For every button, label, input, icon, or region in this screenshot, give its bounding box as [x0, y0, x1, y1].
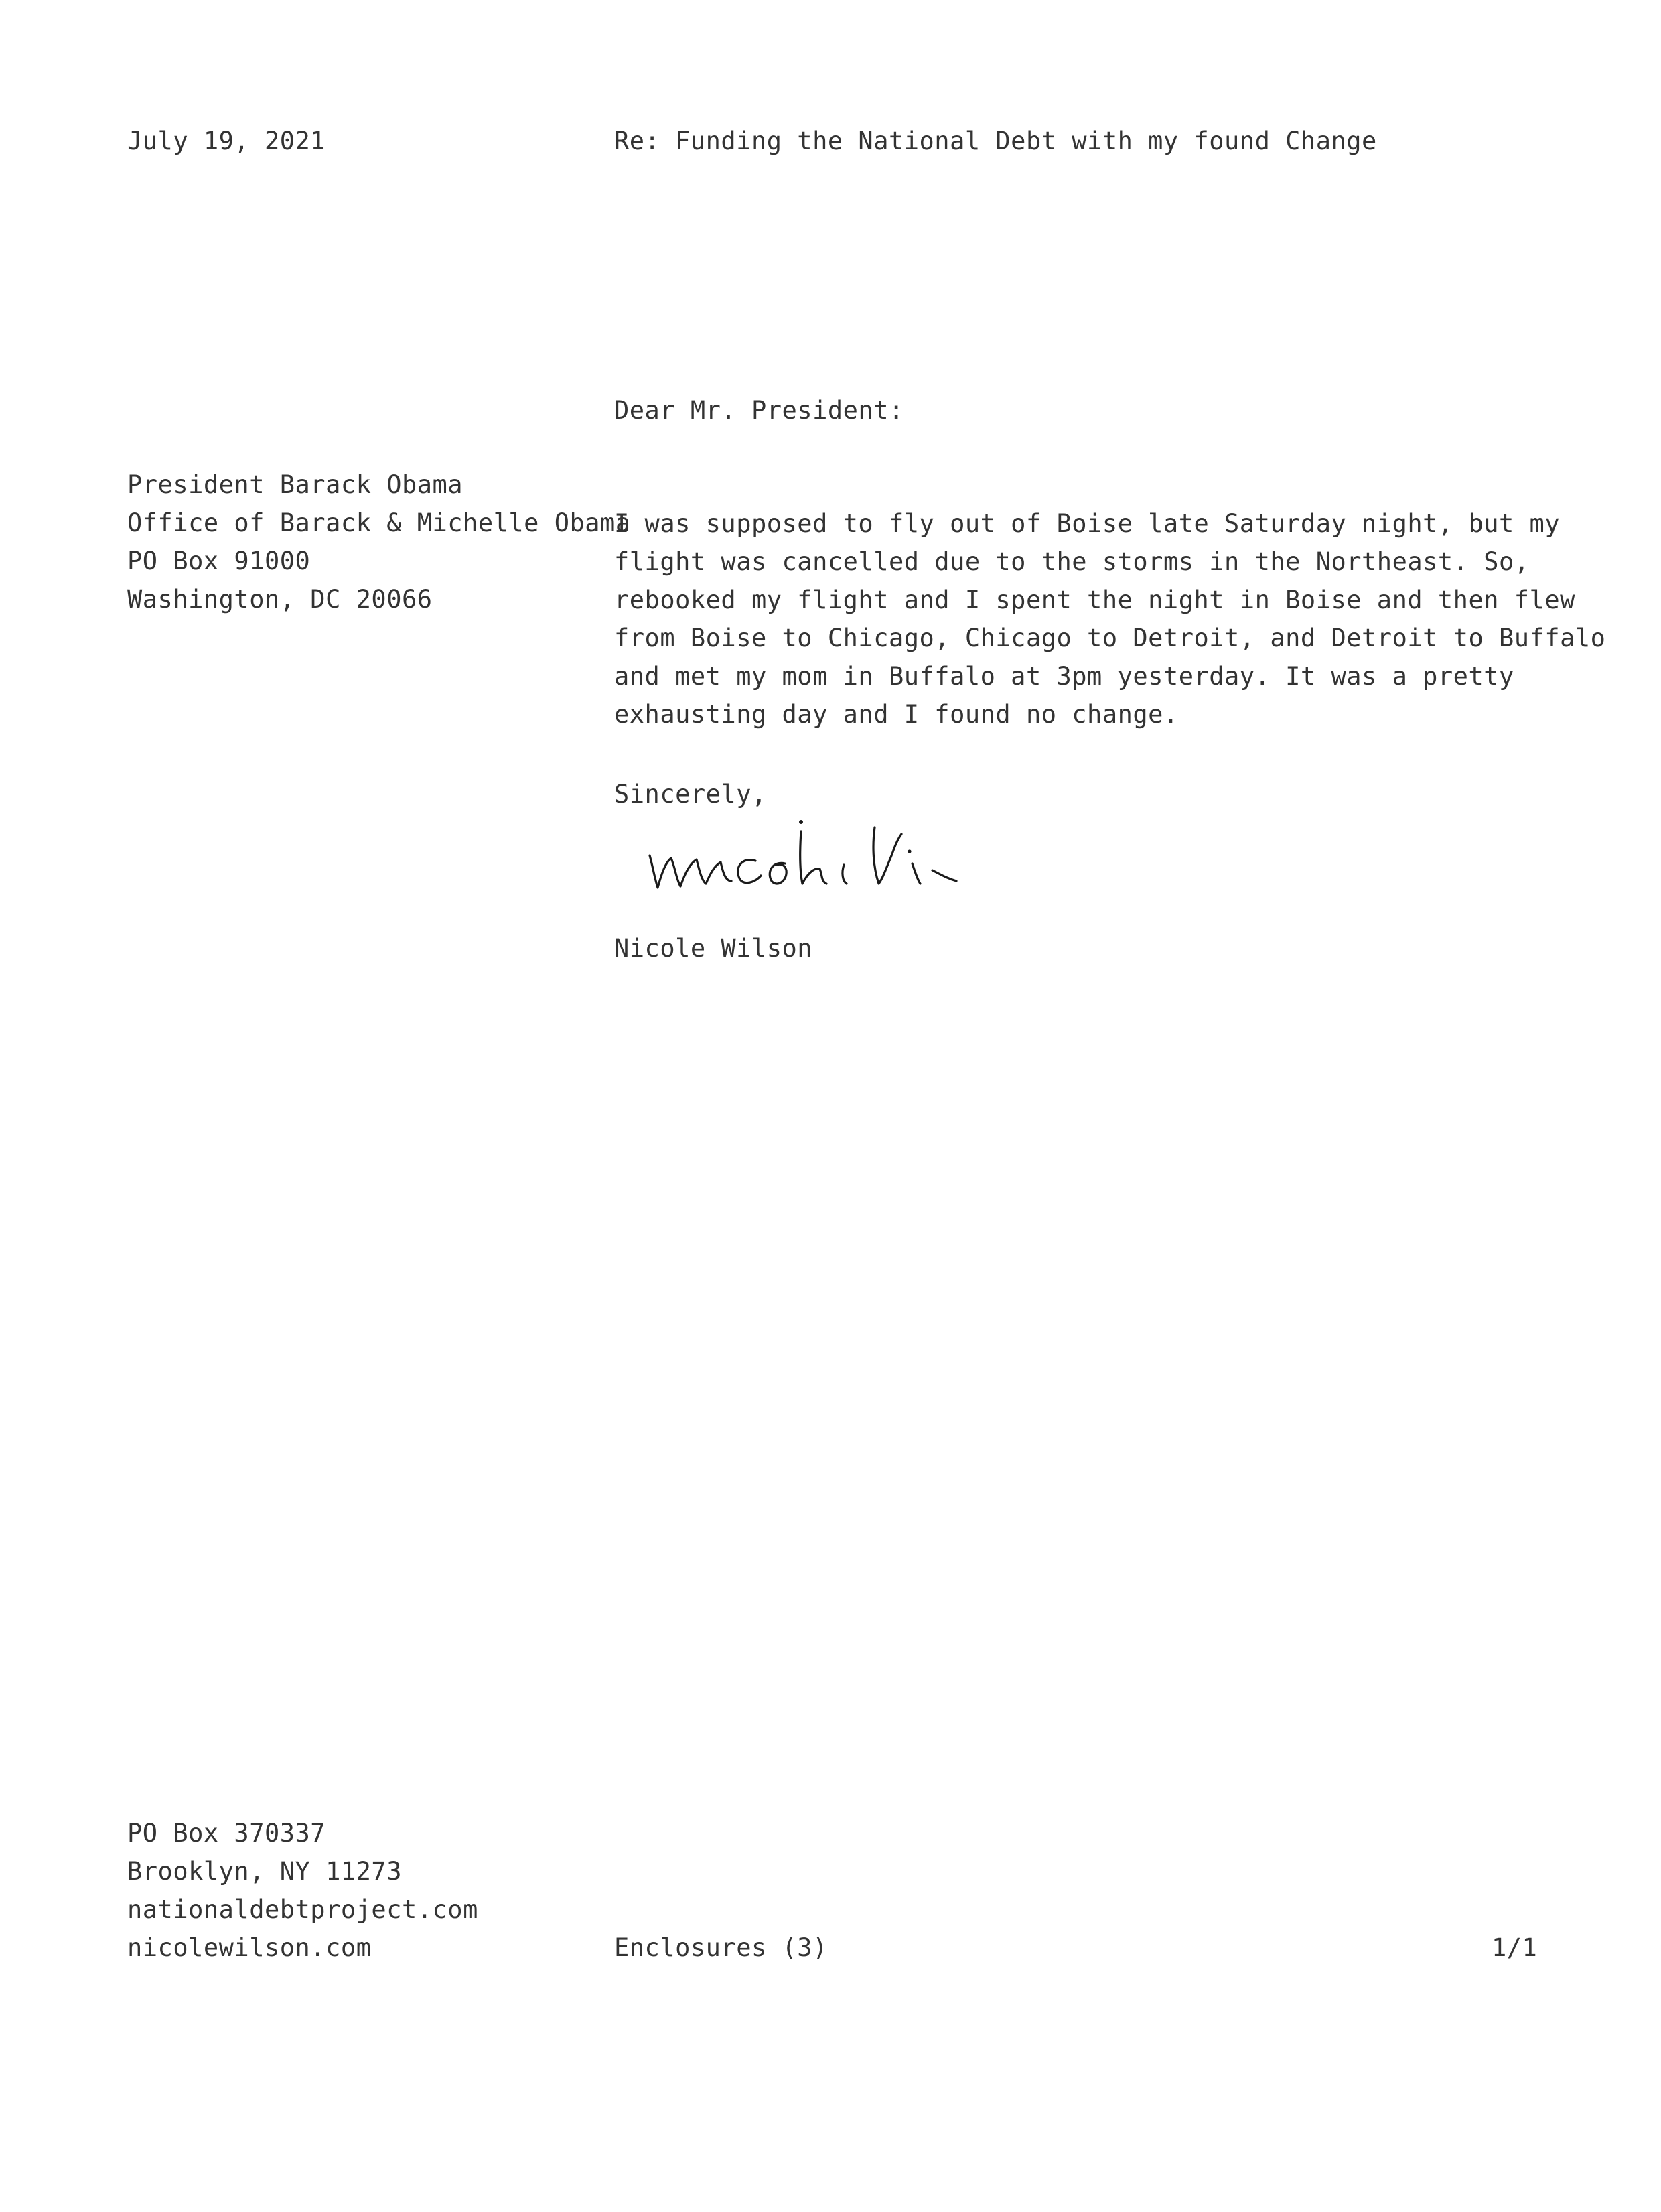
body-line: from Boise to Chicago, Chicago to Detroit, and Detroit to Buffalo — [614, 624, 1606, 652]
recipient-address — [127, 466, 631, 618]
handwritten-signature — [643, 814, 985, 908]
recipient-name: President Barack Obama — [127, 470, 463, 499]
enclosures-note: Enclosures (3) — [614, 1933, 828, 1962]
sender-city: Brooklyn, NY 11273 — [127, 1857, 402, 1886]
body-line: I was supposed to fly out of Boise late Saturday night, but my — [614, 509, 1561, 538]
recipient-office: Office of Barack & Michelle Obama — [127, 508, 631, 537]
page-number: 1/1 — [1492, 1933, 1538, 1962]
letter-date: July 19, 2021 — [127, 127, 326, 155]
recipient-po-box: PO Box 91000 — [127, 547, 311, 575]
recipient-city: Washington, DC 20066 — [127, 585, 433, 614]
letter-body-paragraph — [614, 504, 1605, 734]
signature-name: Nicole Wilson — [614, 934, 813, 963]
body-line: and met my mom in Buffalo at 3pm yesterday. It was a pretty — [614, 662, 1514, 691]
letter-subject: Re: Funding the National Debt with my found Change — [614, 127, 1377, 155]
body-line: rebooked my flight and I spent the night in Boise and then flew — [614, 585, 1575, 614]
sender-address — [127, 1814, 478, 1967]
sender-website-personal: nicolewilson.com — [127, 1933, 372, 1962]
closing: Sincerely, — [614, 780, 767, 809]
sender-website-project: nationaldebtproject.com — [127, 1895, 478, 1924]
body-line: flight was cancelled due to the storms in the Northeast. So, — [614, 547, 1530, 576]
sender-po-box: PO Box 370337 — [127, 1819, 326, 1848]
body-line: exhausting day and I found no change. — [614, 700, 1179, 729]
salutation: Dear Mr. President: — [614, 396, 904, 425]
